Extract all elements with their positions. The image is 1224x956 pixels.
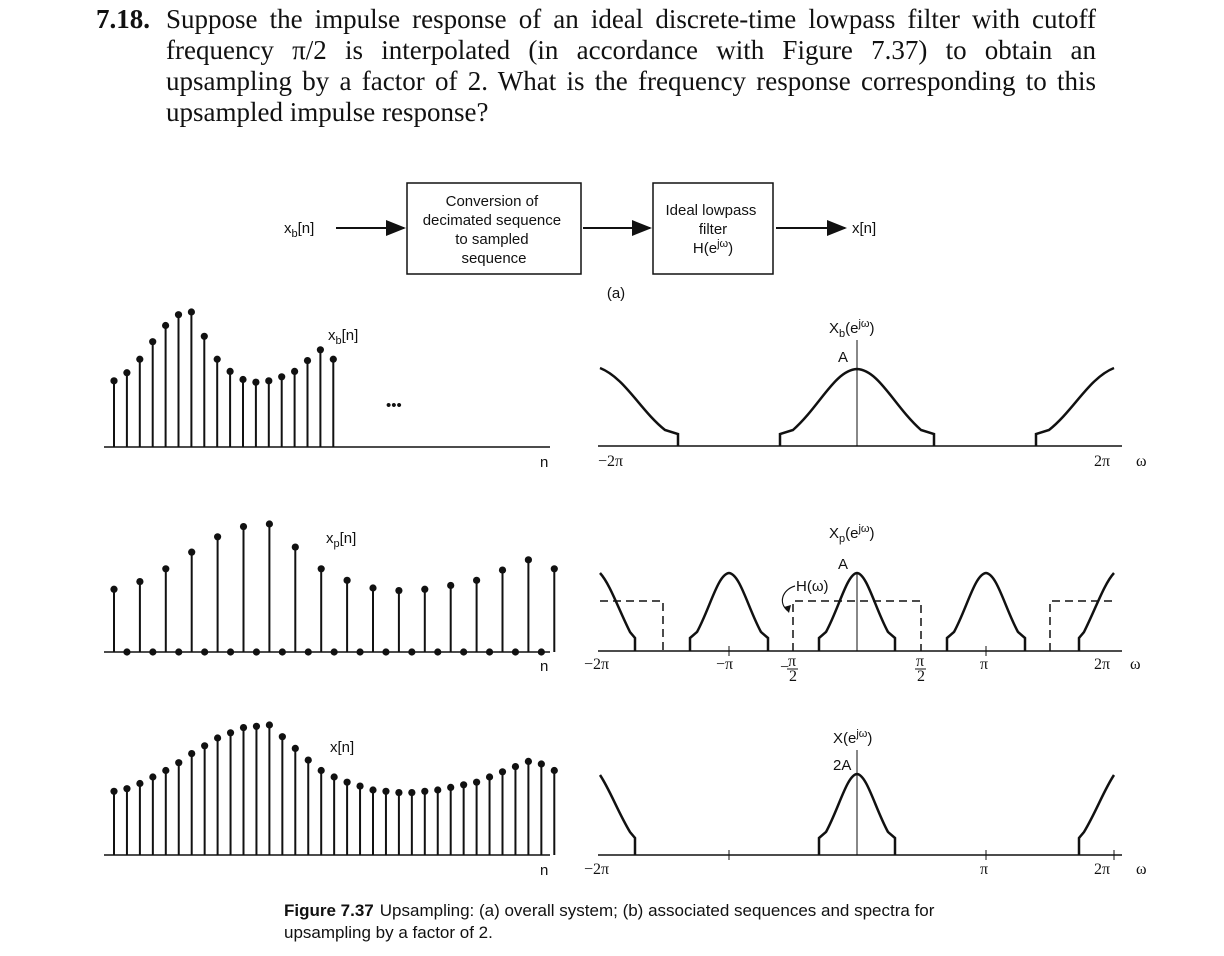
xp-sample-dot: [214, 533, 221, 540]
svg-text:2: 2: [917, 668, 925, 685]
x-sample-dot: [473, 779, 480, 786]
xp-tick-minus-pi-over-2: [780, 653, 798, 685]
xb-sample-dot: [265, 377, 272, 384]
xb-sample-dot: [162, 322, 169, 329]
xp-omega-label: ω: [1130, 656, 1141, 673]
x-sample-dot: [318, 767, 325, 774]
x-sample-dot: [123, 785, 130, 792]
x-sample-dot: [240, 724, 247, 731]
svg-text:−: −: [780, 659, 790, 676]
x-sample-dot: [227, 729, 234, 736]
x-sample-dot: [512, 763, 519, 770]
xb-sample-dot: [201, 333, 208, 340]
xb-spectrum-title: $X_b(e^{j\omega})$: [829, 318, 875, 340]
x-sample-dot: [188, 750, 195, 757]
xb-n-label: n: [540, 454, 549, 471]
xb-sample-dot: [110, 377, 117, 384]
xp-sample-dot: [551, 565, 558, 572]
x-sample-dot: [382, 788, 389, 795]
xb-sample-dot: [227, 368, 234, 375]
x-sample-dot: [369, 786, 376, 793]
xp-sample-dot: [266, 520, 273, 527]
x-tick-minus-two-pi: −2π: [584, 861, 610, 878]
xp-sample-dot: [421, 586, 428, 593]
xp-tick-pi-over-2: [915, 653, 926, 685]
x-spectrum-plot: [584, 728, 1147, 878]
x-sample-dot: [136, 780, 143, 787]
xp-curve-minus-pi: [690, 573, 768, 651]
xp-sample-dot: [499, 566, 506, 573]
conversion-block-label: Conversion of decimated sequence to sampled sequence: [422, 193, 562, 267]
x-sample-dot: [460, 781, 467, 788]
xb-tick-minus-two-pi: −2π: [598, 453, 624, 470]
figure-caption: [284, 900, 984, 944]
figure-caption-title: Figure 7.37: [284, 901, 374, 920]
xp-tick-two-pi: 2π: [1094, 656, 1111, 673]
x-sample-dot: [253, 723, 260, 730]
problem-text: Suppose the impulse response of an ideal discrete-time lowpass filter with cutoff frequency π/2 is interpolated (in accordance with Figure 7.37) to obtain an upsampling by a factor of 2. What is the frequency response corresponding to this upsampled impulse response?: [166, 4, 1096, 127]
xp-curve-pi: [947, 573, 1025, 651]
xp-sample-dot: [473, 577, 480, 584]
output-label: x[n]: [852, 220, 877, 237]
xb-sample-dot: [239, 376, 246, 383]
xp-curve-left-edge: [600, 573, 635, 651]
xp-sample-dot: [188, 549, 195, 556]
filter-dashed-right: [1050, 601, 1114, 651]
xp-sample-dot: [318, 565, 325, 572]
xp-sample-dot: [110, 586, 117, 593]
xp-sample-dot: [525, 556, 532, 563]
xp-sample-dot: [344, 577, 351, 584]
figure-caption-text: Upsampling: (a) overall system; (b) associated sequences and spectra for upsampling by a factor of 2.: [284, 901, 935, 942]
xb-sample-dot: [136, 356, 143, 363]
xb-sequence-label: $x_b[n]$: [328, 327, 359, 347]
xb-sample-dot: [317, 346, 324, 353]
x-sample-dot: [201, 742, 208, 749]
svg-text:π: π: [788, 653, 797, 670]
x-sample-dot: [162, 767, 169, 774]
xb-sample-dot: [188, 308, 195, 315]
xb-sample-dot: [175, 311, 182, 318]
xb-tick-two-pi: 2π: [1094, 453, 1111, 470]
x-n-label: n: [540, 862, 549, 879]
panel-label-a: (a): [606, 285, 626, 302]
xp-tick-minus-two-pi: −2π: [584, 656, 610, 673]
x-sample-dot: [395, 789, 402, 796]
x-sample-dot: [447, 784, 454, 791]
x-sample-dot: [421, 788, 428, 795]
x-tick-two-pi: 2π: [1094, 861, 1111, 878]
x-sequence-label: x[n]: [330, 739, 355, 756]
x-sample-dot: [149, 773, 156, 780]
block-diagram: [284, 183, 876, 302]
filter-label: H(ω): [796, 578, 829, 595]
x-sample-dot: [292, 745, 299, 752]
xp-peak-label: A: [838, 556, 849, 573]
xb-curve-left: [600, 368, 678, 446]
xp-sample-dot: [162, 565, 169, 572]
xp-curve-right-edge: [1079, 573, 1114, 651]
xp-sample-dot: [447, 582, 454, 589]
x-sample-dot: [344, 779, 351, 786]
xp-tick-pi: π: [980, 656, 989, 673]
x-sample-dot: [331, 773, 338, 780]
x-sample-dot: [175, 759, 182, 766]
xb-sample-dot: [149, 338, 156, 345]
lowpass-filter-label: Ideal lowpass filter: [665, 202, 757, 238]
xp-n-label: n: [540, 658, 549, 675]
x-sample-dot: [110, 788, 117, 795]
svg-text:π: π: [916, 653, 925, 670]
xp-spectrum-title: $X_p(e^{j\omega})$: [829, 523, 875, 545]
xb-sample-dot: [304, 357, 311, 364]
x-sample-dot: [525, 758, 532, 765]
problem-number: 7.18.: [96, 4, 150, 34]
x-sample-dot: [266, 721, 273, 728]
xp-sequence-label: $x_p[n]$: [326, 530, 357, 550]
x-sample-dot: [551, 767, 558, 774]
filter-dashed-left: [600, 601, 663, 651]
x-sample-dot: [486, 773, 493, 780]
x-sample-dot: [305, 757, 312, 764]
xb-sequence-plot: [110, 308, 337, 447]
x-sample-dot: [538, 760, 545, 767]
xp-spectrum-plot: [584, 523, 1141, 685]
filter-response-label: $H(e^{j\omega})$: [692, 238, 734, 257]
x-sample-dot: [499, 768, 506, 775]
xb-curve-right: [1036, 368, 1114, 446]
x-sample-dot: [214, 734, 221, 741]
x-curve-left: [600, 775, 635, 855]
x-tick-pi: π: [980, 861, 989, 878]
xp-sample-dot: [395, 587, 402, 594]
x-sample-dot: [279, 733, 286, 740]
x-sample-dot: [434, 786, 441, 793]
svg-text:2: 2: [789, 668, 797, 685]
xp-sample-dot: [292, 543, 299, 550]
ellipsis: •••: [386, 397, 402, 414]
x-sample-dot: [356, 783, 363, 790]
xb-omega-label: ω: [1136, 453, 1147, 470]
xb-peak-label: A: [838, 349, 849, 366]
x-omega-label: ω: [1136, 861, 1147, 878]
xb-sample-dot: [291, 368, 298, 375]
xb-sample-dot: [330, 356, 337, 363]
input-label: $x_b[n]$: [284, 220, 315, 240]
xp-sample-dot: [369, 584, 376, 591]
x-spectrum-title: $X(e^{j\omega})$: [833, 728, 873, 747]
xp-tick-minus-pi: −π: [716, 656, 734, 673]
xb-sample-dot: [252, 379, 259, 386]
xb-sample-dot: [123, 369, 130, 376]
xb-sample-dot: [278, 373, 285, 380]
x-peak-label: 2A: [833, 757, 852, 774]
x-curve-right: [1079, 775, 1114, 855]
xp-sample-dot: [240, 523, 247, 530]
xb-sample-dot: [214, 356, 221, 363]
xp-sample-dot: [136, 578, 143, 585]
x-sample-dot: [408, 789, 415, 796]
xb-spectrum-plot: [598, 318, 1147, 470]
